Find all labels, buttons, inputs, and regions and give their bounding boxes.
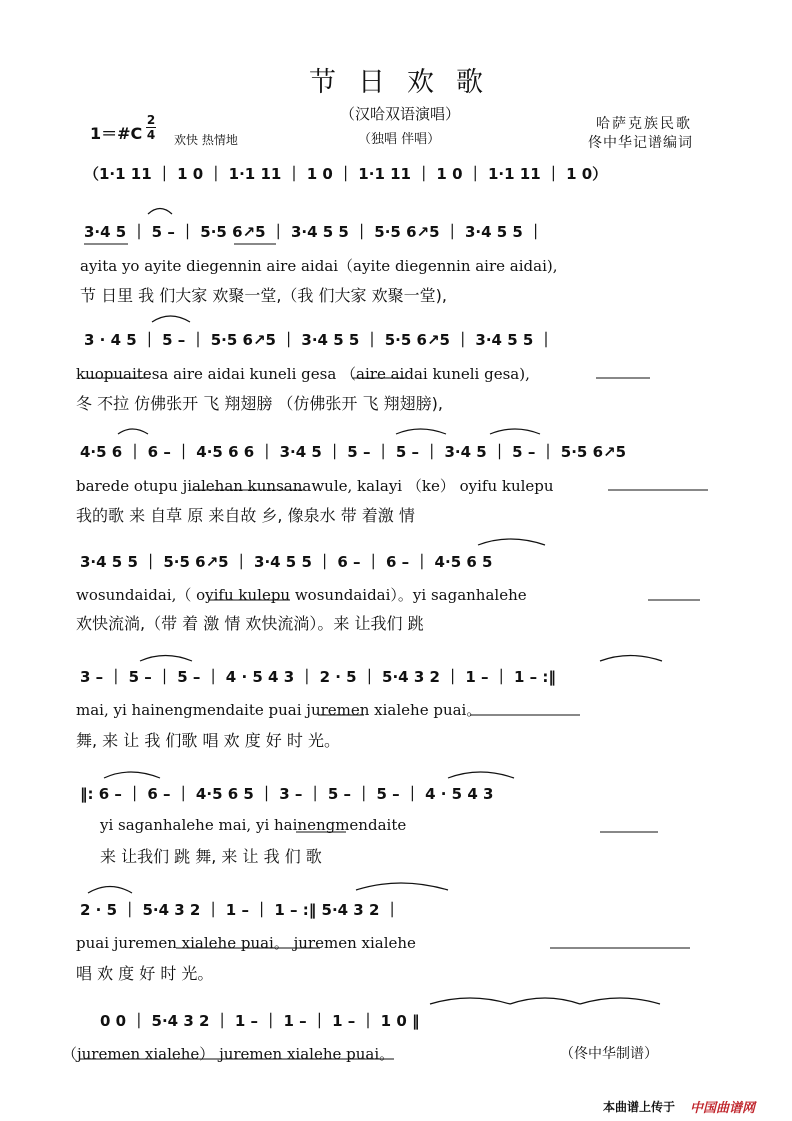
staff-line-5-lyric-chinese: 欢快流淌,（带 着 激 情 欢快流淌）。来 让我们 跳 [76, 614, 424, 633]
slur [430, 998, 510, 1004]
time-signature-bottom: 4 [146, 128, 156, 142]
staff-line-9-lyric-romanized: （juremen xialehe） juremen xialehe puai。 [62, 1045, 395, 1063]
staff-line-7-lyric-romanized: yi saganhalehe mai, yi hainengmendaite [100, 816, 407, 834]
staff-line-3-lyric-chinese: 冬 不拉 仿佛张开 飞 翔翅膀 （仿佛张开 飞 翔翅膀), [76, 394, 443, 413]
staff-line-6-lyric-romanized: mai, yi hainengmendaite puai juremen xialehe puai。 [76, 701, 482, 719]
staff-line-4-lyric-romanized: barede otupu jialehan kunsanawule, kalayi （ke） oyifu kulepu [76, 477, 554, 495]
staff-line-2-notes: 3·4 5 ｜ 5 – ｜ 5·5 6↗5 ｜ 3·4 5 5 ｜ 5·5 6↗5 ｜ 3·4 5 5 ｜ [84, 223, 544, 241]
slur [396, 429, 446, 434]
staff-line-9-notes: 0 0 ｜ 5·4 3 2 ｜ 1 – ｜ 1 – ｜ 1 – ｜ 1 0 ‖ [100, 1012, 420, 1030]
staff-line-7-notes: ‖: 6 – ｜ 6 – ｜ 4·5 6 5 ｜ 3 – ｜ 5 – ｜ 5 – ｜ 4 · 5 4 3 [80, 785, 494, 803]
staff-line-3-notes: 3 · 4 5 ｜ 5 – ｜ 5·5 6↗5 ｜ 3·4 5 5 ｜ 5·5 6↗5 ｜ 3·4 5 5 ｜ [84, 331, 554, 349]
arranger-credit: 佟中华记谱编词 [588, 135, 693, 151]
tempo-marking: 欢快 热情地 [174, 133, 238, 147]
subtitle: （汉哈双语演唱） [340, 105, 461, 123]
song-title: 节日欢歌 [309, 67, 505, 98]
slur [600, 656, 662, 662]
staff-line-5-lyric-romanized: wosundaidai,（ oyifu kulepu wosundaidai）。yi saganhalehe [76, 586, 527, 604]
score-maker-credit: （佟中华制谱） [560, 1046, 658, 1062]
origin-credit: 哈萨克族民歌 [596, 116, 692, 132]
staff-line-7-lyric-chinese: 来 让我们 跳 舞, 来 让 我 们 歌 [100, 847, 322, 866]
slur [148, 209, 172, 215]
slur [448, 772, 514, 778]
staff-line-2-lyric-chinese: 节 日里 我 们大家 欢聚一堂,（我 们大家 欢聚一堂), [80, 286, 447, 305]
upload-note: 本曲谱上传于 [603, 1100, 676, 1114]
staff-line-1-notes: （1·1 11 ｜ 1 0 ｜ 1·1 11 ｜ 1 0 ｜ 1·1 11 ｜ 1 0 ｜ 1·1 11 ｜ 1 0） [84, 165, 608, 183]
key-signature: 1＝#C [90, 124, 143, 143]
staff-line-8-lyric-chinese: 唱 欢 度 好 时 光。 [76, 964, 214, 983]
staff-line-3-lyric-romanized: kuopuaitesa aire aidai kuneli gesa （aire aidai kuneli gesa), [76, 365, 530, 383]
slur [510, 998, 580, 1004]
site-brand-logo[interactable]: 中国曲谱网 [690, 1101, 756, 1116]
staff-line-6-lyric-chinese: 舞, 来 让 我 们歌 唱 欢 度 好 时 光。 [76, 731, 340, 750]
slur [118, 429, 148, 434]
time-signature-top: 2 [146, 113, 156, 127]
performance-note: （独唱 伴唱） [358, 132, 441, 147]
staff-line-4-lyric-chinese: 我的歌 来 自草 原 来自故 乡, 像泉水 带 着激 情 [76, 506, 415, 525]
staff-line-8-lyric-romanized: puai juremen xialehe puai。 juremen xialehe [76, 934, 416, 952]
slur [580, 998, 660, 1004]
staff-line-2-lyric-romanized: ayita yo ayite diegennin aire aidai（ayite diegennin aire aidai), [80, 257, 558, 275]
slur [152, 316, 190, 322]
slur [104, 772, 160, 778]
staff-line-8-notes: 2 · 5 ｜ 5·4 3 2 ｜ 1 – ｜ 1 – :‖ 5·4 3 2 ｜ [80, 901, 400, 919]
slur [88, 887, 132, 894]
staff-line-5-notes: 3·4 5 5 ｜ 5·5 6↗5 ｜ 3·4 5 5 ｜ 6 – ｜ 6 – ｜ 4·5 6 5 [80, 553, 493, 571]
slur [140, 656, 192, 662]
staff-line-4-notes: 4·5 6 ｜ 6 – ｜ 4·5 6 6 ｜ 3·4 5 ｜ 5 – ｜ 5 – ｜ 3·4 5 ｜ 5 – ｜ 5·5 6↗5 [80, 443, 627, 461]
slur [356, 883, 448, 890]
slur [490, 429, 540, 434]
slur [478, 539, 545, 545]
staff-line-6-notes: 3 – ｜ 5 – ｜ 5 – ｜ 4 · 5 4 3 ｜ 2 · 5 ｜ 5·4 3 2 ｜ 1 – ｜ 1 – :‖ [80, 668, 556, 686]
